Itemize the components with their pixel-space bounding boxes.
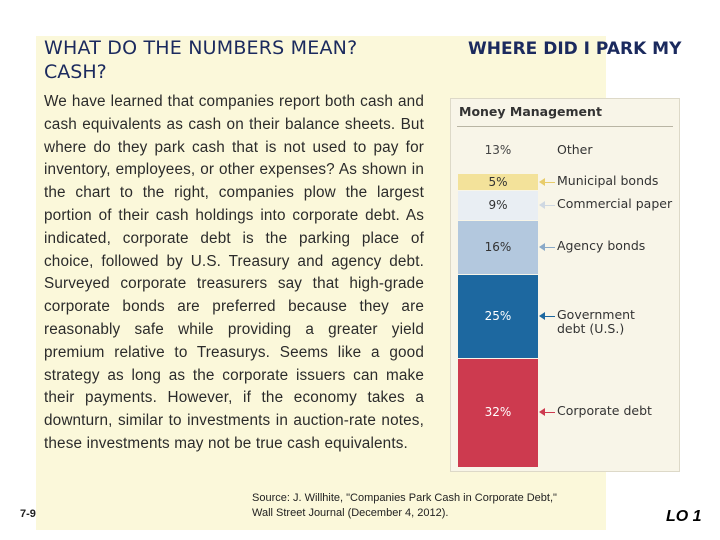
slide-number: 7-9 <box>20 508 36 520</box>
segment-value-label: 5% <box>488 174 508 189</box>
category-label-municipal-bonds: Municipal bonds <box>557 173 659 188</box>
chart-title-rule <box>457 126 673 127</box>
segment-value-label: 25% <box>484 309 512 323</box>
bar-segment-commercial-paper <box>458 190 538 221</box>
pointer-arrow-icon <box>541 182 555 183</box>
bar-segment-government-debt-u-s <box>458 274 538 359</box>
category-label-commercial-paper: Commercial paper <box>557 196 673 211</box>
source-line-2: Wall Street Journal (December 4, 2012). <box>252 507 449 519</box>
pointer-arrow-icon <box>541 205 555 206</box>
segment-value-label: 9% <box>488 198 508 212</box>
pointer-arrow-icon <box>541 247 555 248</box>
segment-value-label: 16% <box>484 240 512 254</box>
category-label-other: Other <box>557 142 593 157</box>
bar-segment-agency-bonds <box>458 220 538 275</box>
segment-value-label: 32% <box>484 405 512 419</box>
title-left: WHAT DO THE NUMBERS MEAN? <box>44 37 358 59</box>
body-paragraph: We have learned that companies report both cash and cash equivalents as cash on their balance sheets. But where do they park cash that is not used to pay for inventory, employees, or other expenses? As shown in the chart to the right, companies plow the largest portion of their cash holdings into corporate debt. As indicated, corporate debt is the parking place of choice, followed by U.S. Treasury and agency debt. Surveyed corporate treasurers say that high-grade corporate bonds are preferred because they are reasonably safe while providing a greater yield premium relative to Treasurys. Seems like a good strategy as long as the corporate issuers can make their payments. However, if the economy takes a downturn, similar to investments in auction-rate notes, these investments may not be true cash equivalents. <box>44 93 424 452</box>
bar-segment-corporate-debt <box>458 358 538 467</box>
category-label-corporate-debt: Corporate debt <box>557 403 652 418</box>
learning-objective: LO 1 <box>666 508 702 525</box>
pointer-arrow-icon <box>541 316 555 317</box>
category-label-government-debt-u-s: Government debt (U.S.) <box>557 307 635 336</box>
bar-segment-other <box>458 129 538 173</box>
pointer-arrow-icon <box>541 412 555 413</box>
category-label-agency-bonds: Agency bonds <box>557 238 646 253</box>
bar-segment-municipal-bonds <box>458 173 538 191</box>
segment-value-label: 13% <box>484 143 512 157</box>
chart-title: Money Management <box>459 104 602 119</box>
money-management-chart <box>450 98 680 472</box>
title-right: WHERE DID I PARK MY <box>468 39 682 59</box>
source-line-1: Source: J. Willhite, "Companies Park Cash in Corporate Debt," <box>252 492 557 504</box>
source-citation <box>252 491 557 521</box>
title-left-continued: CASH? <box>44 61 107 83</box>
